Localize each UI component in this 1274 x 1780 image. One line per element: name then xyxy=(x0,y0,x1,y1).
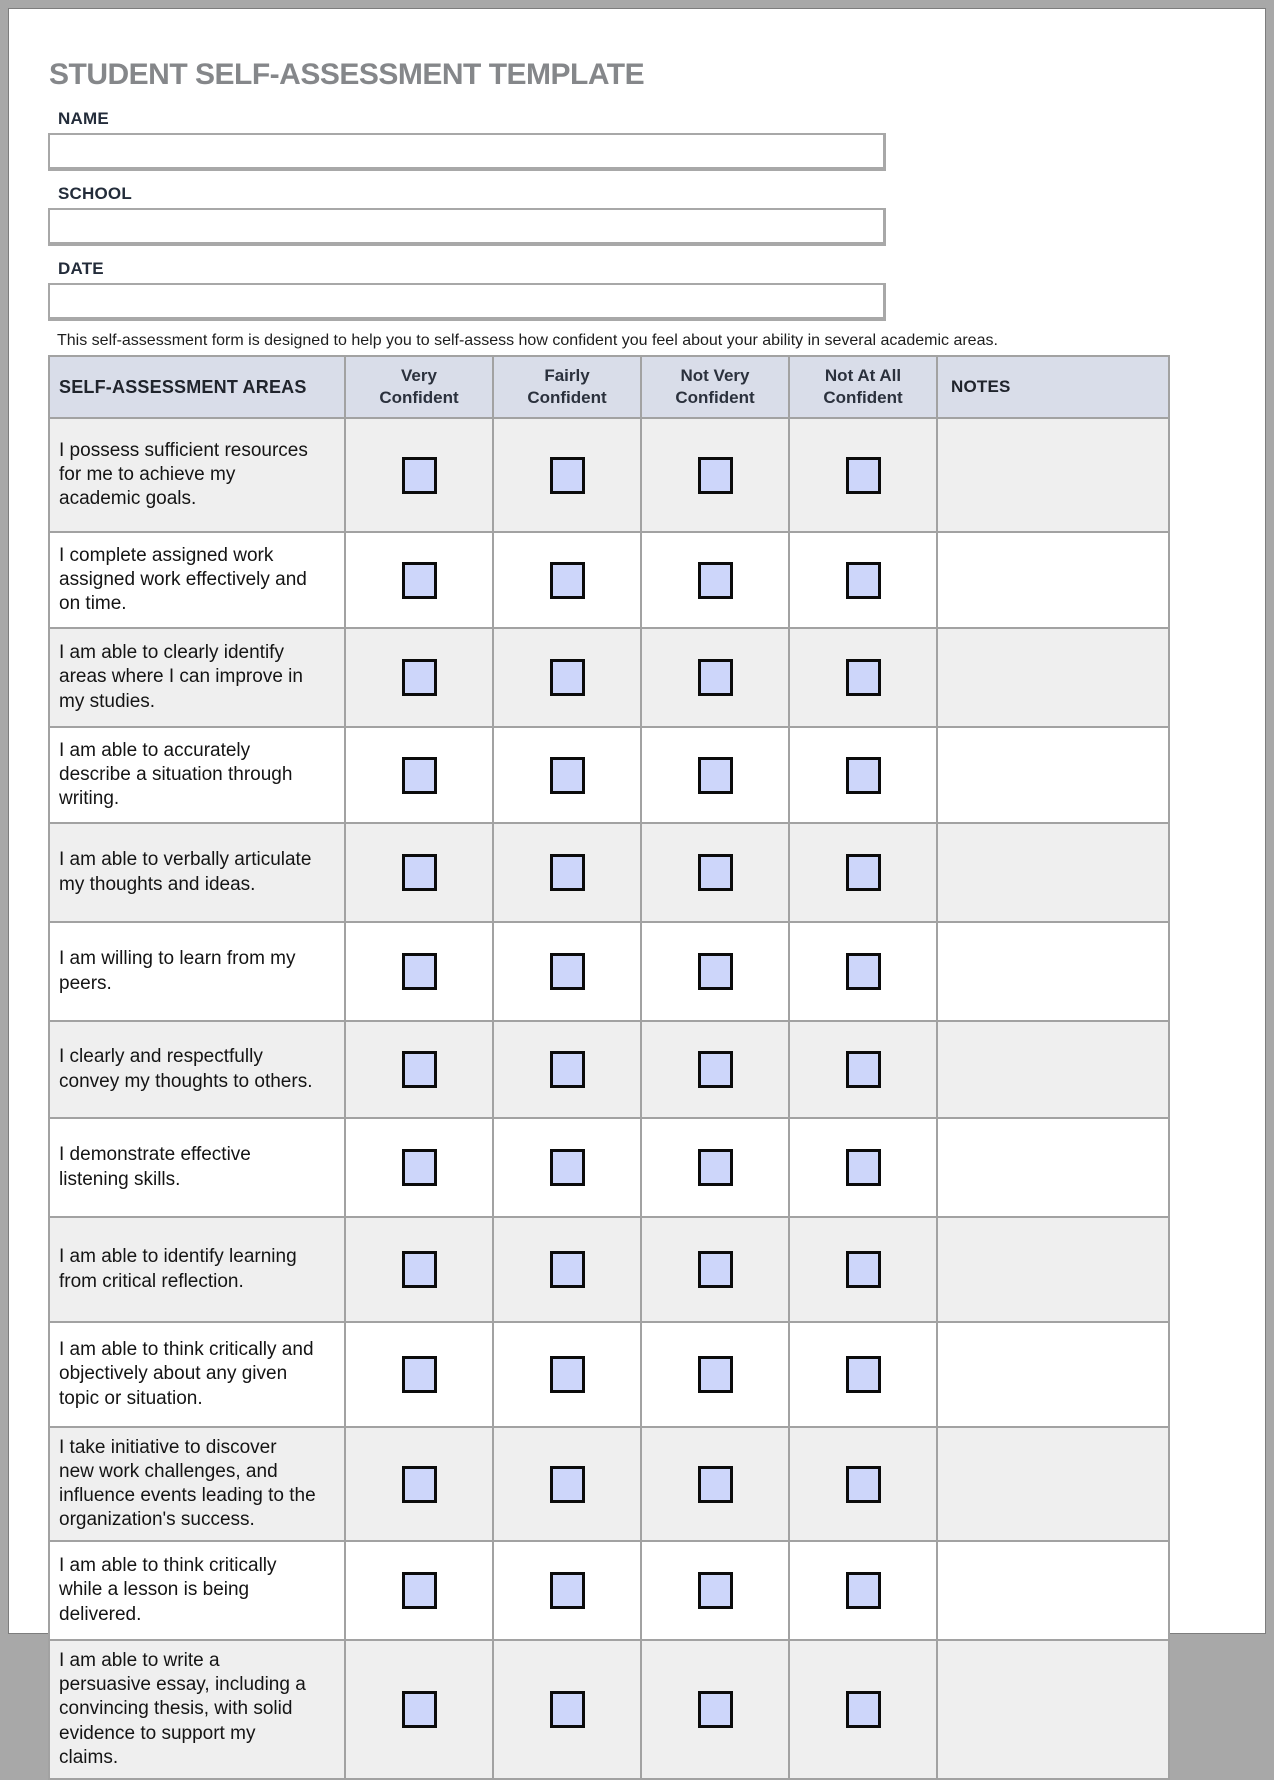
notes-column-header: NOTES xyxy=(937,356,1169,418)
rating-cell-very-confident xyxy=(345,922,493,1021)
rating-cell-not-at-all-confident xyxy=(789,922,937,1021)
rating-cell-fairly-confident xyxy=(493,532,641,628)
checkbox-very-confident[interactable] xyxy=(402,562,437,599)
self-assessment-table xyxy=(48,355,1170,1780)
checkbox-not-at-all-confident[interactable] xyxy=(846,1051,881,1088)
checkbox-not-at-all-confident[interactable] xyxy=(846,854,881,891)
rating-cell-fairly-confident xyxy=(493,1021,641,1118)
notes-cell[interactable] xyxy=(937,532,1169,628)
notes-cell[interactable] xyxy=(937,1427,1169,1541)
rating-cell-not-very-confident xyxy=(641,1640,789,1779)
rating-cell-not-very-confident xyxy=(641,1541,789,1640)
table-row xyxy=(49,1118,1169,1217)
page-title: STUDENT SELF-ASSESSMENT TEMPLATE xyxy=(49,58,645,91)
rating-cell-not-at-all-confident xyxy=(789,1217,937,1322)
rating-cell-very-confident xyxy=(345,1118,493,1217)
rating-cell-fairly-confident xyxy=(493,823,641,922)
table-row xyxy=(49,1640,1169,1779)
table-row xyxy=(49,1217,1169,1322)
checkbox-fairly-confident[interactable] xyxy=(550,457,585,494)
notes-cell[interactable] xyxy=(937,1118,1169,1217)
not-very-confident-column-header xyxy=(641,356,789,418)
checkbox-very-confident[interactable] xyxy=(402,953,437,990)
checkbox-not-at-all-confident[interactable] xyxy=(846,1356,881,1393)
areas-column-header: SELF-ASSESSMENT AREAS xyxy=(49,356,345,418)
table-row xyxy=(49,1427,1169,1541)
checkbox-fairly-confident[interactable] xyxy=(550,1691,585,1728)
rating-cell-very-confident xyxy=(345,532,493,628)
notes-cell[interactable] xyxy=(937,1640,1169,1779)
checkbox-not-at-all-confident[interactable] xyxy=(846,1572,881,1609)
not-very-confident-label: Not Very Confident xyxy=(675,366,755,407)
checkbox-not-very-confident[interactable] xyxy=(698,757,733,794)
rating-cell-fairly-confident xyxy=(493,727,641,823)
checkbox-very-confident[interactable] xyxy=(402,1149,437,1186)
table-row xyxy=(49,922,1169,1021)
notes-cell[interactable] xyxy=(937,1541,1169,1640)
name-label: NAME xyxy=(58,109,109,128)
not-at-all-confident-label: Not At All Confident xyxy=(823,366,903,407)
checkbox-not-at-all-confident[interactable] xyxy=(846,1691,881,1728)
rating-cell-very-confident xyxy=(345,628,493,727)
notes-cell[interactable] xyxy=(937,1217,1169,1322)
assessment-area-cell: I clearly and respectfully convey my thoughts to others. xyxy=(49,1021,345,1118)
rating-cell-very-confident xyxy=(345,1021,493,1118)
table-row xyxy=(49,1021,1169,1118)
checkbox-fairly-confident[interactable] xyxy=(550,562,585,599)
rating-cell-not-very-confident xyxy=(641,532,789,628)
rating-cell-very-confident xyxy=(345,1427,493,1541)
rating-cell-not-very-confident xyxy=(641,1021,789,1118)
rating-cell-not-very-confident xyxy=(641,628,789,727)
rating-cell-fairly-confident xyxy=(493,1427,641,1541)
date-label: DATE xyxy=(58,259,104,278)
checkbox-not-very-confident[interactable] xyxy=(698,1051,733,1088)
rating-cell-not-at-all-confident xyxy=(789,628,937,727)
rating-cell-not-at-all-confident xyxy=(789,532,937,628)
checkbox-not-at-all-confident[interactable] xyxy=(846,757,881,794)
checkbox-very-confident[interactable] xyxy=(402,854,437,891)
rating-cell-not-very-confident xyxy=(641,418,789,532)
rating-cell-not-very-confident xyxy=(641,922,789,1021)
checkbox-not-at-all-confident[interactable] xyxy=(846,1466,881,1503)
rating-cell-not-very-confident xyxy=(641,823,789,922)
checkbox-not-at-all-confident[interactable] xyxy=(846,659,881,696)
checkbox-not-at-all-confident[interactable] xyxy=(846,1149,881,1186)
checkbox-fairly-confident[interactable] xyxy=(550,953,585,990)
rating-cell-not-at-all-confident xyxy=(789,418,937,532)
rating-cell-fairly-confident xyxy=(493,1118,641,1217)
checkbox-very-confident[interactable] xyxy=(402,659,437,696)
date-input[interactable] xyxy=(48,283,886,321)
checkbox-fairly-confident[interactable] xyxy=(550,1572,585,1609)
table-row xyxy=(49,628,1169,727)
checkbox-not-very-confident[interactable] xyxy=(698,1466,733,1503)
table-row xyxy=(49,1322,1169,1427)
rating-cell-not-very-confident xyxy=(641,1118,789,1217)
rating-cell-fairly-confident xyxy=(493,1640,641,1779)
assessment-area-cell: I complete assigned work assigned work effectively and on time. xyxy=(49,532,345,628)
checkbox-very-confident[interactable] xyxy=(402,1466,437,1503)
notes-cell[interactable] xyxy=(937,922,1169,1021)
checkbox-fairly-confident[interactable] xyxy=(550,1356,585,1393)
rating-cell-not-at-all-confident xyxy=(789,1118,937,1217)
rating-cell-fairly-confident xyxy=(493,1322,641,1427)
rating-cell-not-very-confident xyxy=(641,1322,789,1427)
not-at-all-confident-column-header xyxy=(789,356,937,418)
fairly-confident-column-header xyxy=(493,356,641,418)
form-description: This self-assessment form is designed to help you to self-assess how confident you feel about your ability in several academic areas. xyxy=(57,332,998,349)
checkbox-very-confident[interactable] xyxy=(402,1356,437,1393)
checkbox-not-at-all-confident[interactable] xyxy=(846,457,881,494)
table-row xyxy=(49,418,1169,532)
rating-cell-not-at-all-confident xyxy=(789,823,937,922)
fairly-confident-label: Fairly Confident xyxy=(527,366,607,407)
checkbox-not-very-confident[interactable] xyxy=(698,457,733,494)
assessment-area-cell: I possess sufficient resources for me to achieve my academic goals. xyxy=(49,418,345,532)
rating-cell-fairly-confident xyxy=(493,922,641,1021)
rating-cell-very-confident xyxy=(345,418,493,532)
rating-cell-not-at-all-confident xyxy=(789,1541,937,1640)
checkbox-not-very-confident[interactable] xyxy=(698,659,733,696)
checkbox-not-very-confident[interactable] xyxy=(698,1149,733,1186)
table-row xyxy=(49,823,1169,922)
assessment-area-cell: I am able to think critically and objectively about any given topic or situation. xyxy=(49,1322,345,1427)
checkbox-not-very-confident[interactable] xyxy=(698,953,733,990)
very-confident-column-header xyxy=(345,356,493,418)
assessment-area-cell: I am able to write a persuasive essay, including a convincing thesis, with solid evidence to support my claims. xyxy=(49,1640,345,1779)
table-row xyxy=(49,532,1169,628)
table-row xyxy=(49,727,1169,823)
notes-cell[interactable] xyxy=(937,1021,1169,1118)
rating-cell-not-at-all-confident xyxy=(789,1640,937,1779)
rating-cell-not-very-confident xyxy=(641,727,789,823)
rating-cell-fairly-confident xyxy=(493,1217,641,1322)
document-page xyxy=(8,8,1266,1768)
table-row xyxy=(49,1541,1169,1640)
school-label: SCHOOL xyxy=(58,184,132,203)
checkbox-not-at-all-confident[interactable] xyxy=(846,562,881,599)
notes-cell[interactable] xyxy=(937,628,1169,727)
rating-cell-not-at-all-confident xyxy=(789,727,937,823)
rating-cell-not-at-all-confident xyxy=(789,1322,937,1427)
rating-cell-very-confident xyxy=(345,1217,493,1322)
rating-cell-fairly-confident xyxy=(493,1541,641,1640)
assessment-area-cell: I am able to identify learning from critical reflection. xyxy=(49,1217,345,1322)
checkbox-very-confident[interactable] xyxy=(402,1691,437,1728)
checkbox-not-very-confident[interactable] xyxy=(698,1691,733,1728)
school-input[interactable] xyxy=(48,208,886,246)
rating-cell-very-confident xyxy=(345,727,493,823)
notes-cell[interactable] xyxy=(937,823,1169,922)
rating-cell-very-confident xyxy=(345,1322,493,1427)
checkbox-fairly-confident[interactable] xyxy=(550,1051,585,1088)
checkbox-fairly-confident[interactable] xyxy=(550,659,585,696)
rating-cell-fairly-confident xyxy=(493,418,641,532)
notes-cell[interactable] xyxy=(937,418,1169,532)
very-confident-label: Very Confident xyxy=(379,366,459,407)
rating-cell-not-at-all-confident xyxy=(789,1427,937,1541)
checkbox-fairly-confident[interactable] xyxy=(550,1466,585,1503)
checkbox-not-at-all-confident[interactable] xyxy=(846,953,881,990)
checkbox-fairly-confident[interactable] xyxy=(550,1251,585,1288)
assessment-area-cell: I am able to think critically while a lesson is being delivered. xyxy=(49,1541,345,1640)
assessment-area-cell: I am able to clearly identify areas where I can improve in my studies. xyxy=(49,628,345,727)
rating-cell-very-confident xyxy=(345,1640,493,1779)
checkbox-not-very-confident[interactable] xyxy=(698,562,733,599)
notes-cell[interactable] xyxy=(937,727,1169,823)
rating-cell-fairly-confident xyxy=(493,628,641,727)
checkbox-very-confident[interactable] xyxy=(402,757,437,794)
assessment-area-cell: I am willing to learn from my peers. xyxy=(49,922,345,1021)
checkbox-very-confident[interactable] xyxy=(402,1251,437,1288)
assessment-area-cell: I am able to verbally articulate my thoughts and ideas. xyxy=(49,823,345,922)
assessment-area-cell: I am able to accurately describe a situation through writing. xyxy=(49,727,345,823)
notes-cell[interactable] xyxy=(937,1322,1169,1427)
rating-cell-not-at-all-confident xyxy=(789,1021,937,1118)
checkbox-not-very-confident[interactable] xyxy=(698,1572,733,1609)
name-input[interactable] xyxy=(48,133,886,171)
checkbox-not-very-confident[interactable] xyxy=(698,1356,733,1393)
rating-cell-not-very-confident xyxy=(641,1427,789,1541)
rating-cell-not-very-confident xyxy=(641,1217,789,1322)
assessment-area-cell: I take initiative to discover new work challenges, and influence events leading to the organization's success. xyxy=(49,1427,345,1541)
checkbox-very-confident[interactable] xyxy=(402,1572,437,1609)
checkbox-not-very-confident[interactable] xyxy=(698,1251,733,1288)
checkbox-very-confident[interactable] xyxy=(402,1051,437,1088)
checkbox-very-confident[interactable] xyxy=(402,457,437,494)
checkbox-fairly-confident[interactable] xyxy=(550,757,585,794)
rating-cell-very-confident xyxy=(345,1541,493,1640)
checkbox-not-very-confident[interactable] xyxy=(698,854,733,891)
assessment-area-cell: I demonstrate effective listening skills. xyxy=(49,1118,345,1217)
assessment-table-body xyxy=(49,418,1169,1779)
checkbox-not-at-all-confident[interactable] xyxy=(846,1251,881,1288)
table-header-row xyxy=(49,356,1169,418)
checkbox-fairly-confident[interactable] xyxy=(550,854,585,891)
rating-cell-very-confident xyxy=(345,823,493,922)
checkbox-fairly-confident[interactable] xyxy=(550,1149,585,1186)
